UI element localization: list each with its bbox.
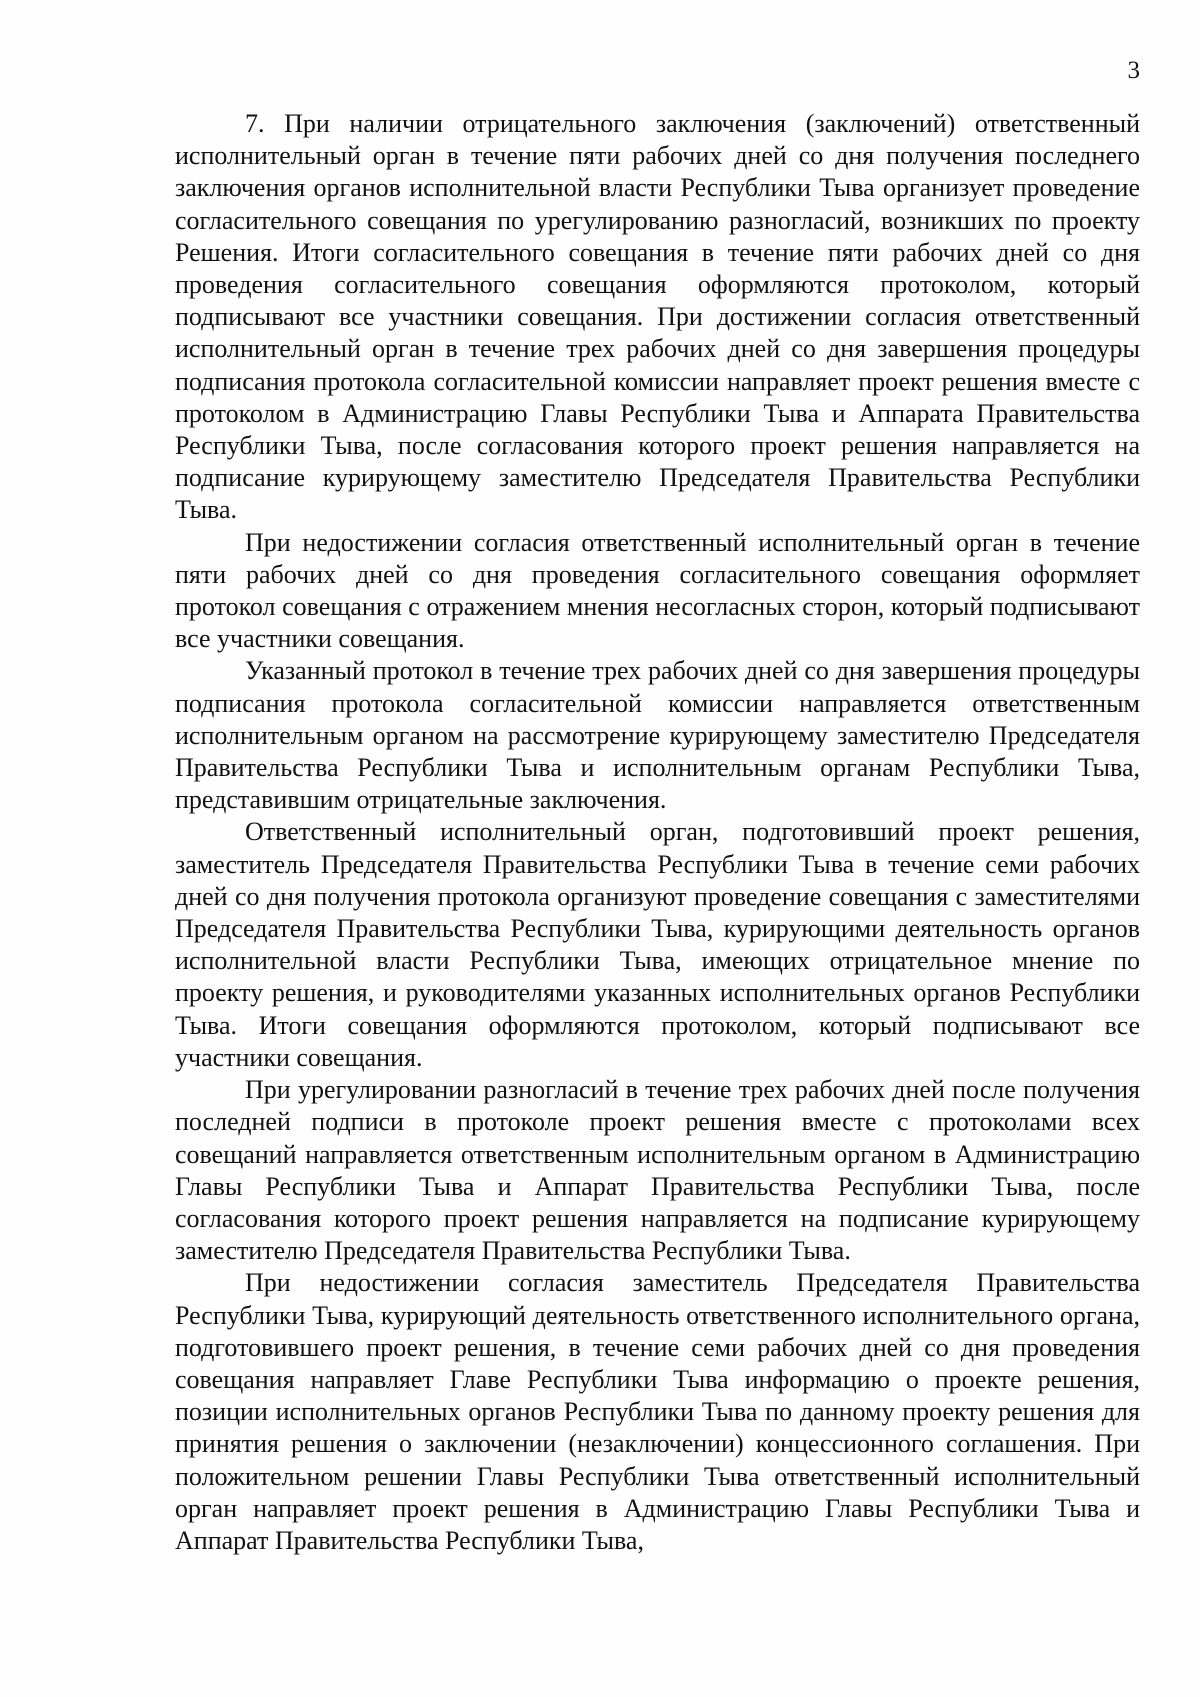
paragraph-disagreement-resolution: При урегулировании разногласий в течение трех рабочих дней после получения последней подписи в протоколе проект решения вместе с протоколами всех совещаний направляется ответственным исполнительным органом в Администрацию Главы Республики Тыва и Аппарат Правительства Республики Тыва, после согласования которого проект решения направляется на подписание курирующему заместителю Председателя Правительства Республики Тыва. <box>175 1075 1140 1266</box>
page-number: 3 <box>1127 57 1140 84</box>
paragraph-protocol-review: Указанный протокол в течение трех рабочих дней со дня завершения процедуры подписания протокола согласительной комиссии направляется ответственным исполнительным органом на рассмотрение курирующему заместителю Председателя Правительства Республики Тыва и исполнительным органам Республики Тыва, представившим отрицательные заключения. <box>175 656 1140 815</box>
document-body <box>175 108 1140 1557</box>
paragraph-7-negative-conclusion: 7. При наличии отрицательного заключения (заключений) ответственный исполнительный орган в течение пяти рабочих дней со дня получения последнего заключения органов исполнительной власти Республики Тыва организует проведение согласительного совещания по урегулированию разногласий, возникших по проекту Решения. Итоги согласительного совещания в течение пяти рабочих дней со дня проведения согласительного совещания оформляются протоколом, который подписывают все участники совещания. При достижении согласия ответственный исполнительный орган в течение трех рабочих дней со дня завершения процедуры подписания протокола согласительной комиссии направляет проект решения вместе с протоколом в Администрацию Главы Республики Тыва и Аппарата Правительства Республики Тыва, после согласования которого проект решения направляется на подписание курирующему заместителю Председателя Правительства Республики Тыва. <box>175 109 1140 525</box>
paragraph-no-agreement-protocol: При недостижении согласия ответственный исполнительный орган в течение пяти рабочих дней со дня проведения согласительного совещания оформляет протокол совещания с отражением мнения несогласных сторон, который подписывают все участники совещания. <box>175 527 1140 654</box>
paragraph-deputies-meeting: Ответственный исполнительный орган, подготовивший проект решения, заместитель Председателя Правительства Республики Тыва в течение семи рабочих дней со дня получения протокола организуют проведение совещания с заместителями Председателя Правительства Республики Тыва, курирующими деятельность органов исполнительной власти Республики Тыва, имеющих отрицательное мнение по проекту решения, и руководителями указанных исполнительных органов Республики Тыва. Итоги совещания оформляются протоколом, который подписывают все участники совещания. <box>175 817 1140 1072</box>
paragraph-head-decision: При недостижении согласия заместитель Председателя Правительства Республики Тыва, курирующий деятельность ответственного исполнительного органа, подготовившего проект решения, в течение семи рабочих дней со дня проведения совещания направляет Главе Республики Тыва информацию о проекте решения, позиции исполнительных органов Республики Тыва по данному проекту решения для принятия решения о заключении (незаключении) концессионного соглашения. При положительном решении Главы Республики Тыва ответственный исполнительный орган направляет проект решения в Администрацию Главы Республики Тыва и Аппарат Правительства Республики Тыва, <box>175 1268 1140 1555</box>
